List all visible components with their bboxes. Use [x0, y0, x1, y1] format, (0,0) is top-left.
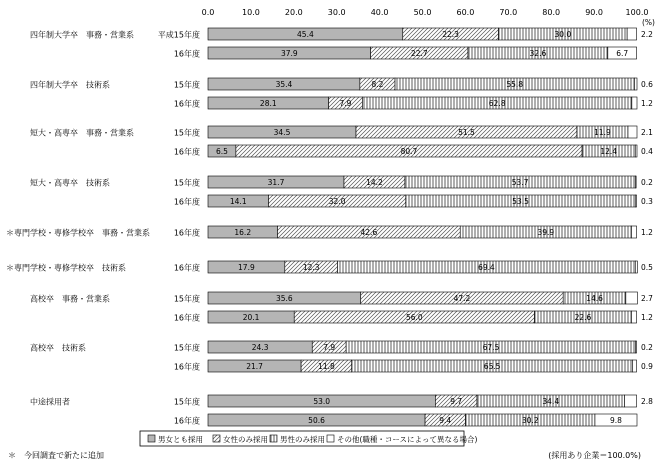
data-label: 34.5 [273, 128, 291, 137]
bar-group [208, 226, 653, 238]
data-label: 11.9 [594, 128, 611, 137]
bar-segment [628, 126, 637, 138]
bar-group [208, 341, 653, 372]
bar-segment [632, 97, 637, 109]
data-label: 0.3 [641, 197, 653, 206]
x-tick-label: 100.0 [625, 8, 649, 17]
data-label: 0.2 [641, 343, 653, 352]
data-label: 42.6 [360, 228, 378, 237]
data-label: 0.5 [641, 263, 653, 272]
bar-group [208, 395, 653, 426]
bars [208, 28, 653, 426]
year-label: 15年度 [173, 178, 200, 188]
data-label: 24.3 [251, 343, 269, 352]
bar-group [208, 176, 653, 207]
bar-segment [635, 195, 636, 207]
data-label: 47.2 [453, 294, 471, 303]
data-label: 17.9 [238, 263, 255, 272]
bar-segment [634, 78, 637, 90]
notes [8, 450, 641, 460]
data-label: 80.7 [400, 147, 418, 156]
year-label: 16年度 [173, 313, 200, 323]
data-label: 22.3 [442, 30, 459, 39]
data-label: 50.6 [308, 416, 325, 425]
category-label: 短大・高専卒 事務・営業系 [30, 128, 134, 138]
category-label: 四年制大学卒 事務・営業系 [30, 30, 134, 40]
category-label: 高校卒 技術系 [30, 343, 86, 353]
data-label: 35.4 [275, 80, 293, 89]
data-label: 65.5 [483, 362, 501, 371]
data-label: 12.3 [302, 263, 320, 272]
data-label: 16.2 [234, 228, 252, 237]
data-label: 1.2 [641, 99, 653, 108]
data-label: 12.4 [600, 147, 618, 156]
data-label: 0.2 [641, 178, 653, 187]
data-label: 22.6 [574, 313, 592, 322]
bar-segment [625, 395, 637, 407]
footnote-marker: ＊ [6, 228, 14, 238]
x-tick-label: 80.0 [542, 8, 561, 17]
footnote: ＊ 今回調査で新たに追加 [8, 451, 104, 460]
data-label: 37.9 [280, 49, 298, 58]
x-tick-label: 0.0 [201, 8, 215, 17]
data-label: 53.7 [511, 178, 529, 187]
data-label: 53.5 [512, 197, 529, 206]
bar-segment [631, 311, 636, 323]
data-label: 9.8 [610, 416, 622, 425]
data-label: 0.4 [641, 147, 653, 156]
footnote-marker: ＊ [6, 263, 14, 273]
x-tick-label: 10.0 [241, 8, 260, 17]
bar-segment [635, 145, 637, 157]
legend-label: 男女とも採用 [158, 435, 203, 444]
year-label: 16年度 [173, 197, 200, 207]
year-label: 16年度 [173, 362, 200, 372]
year-label: 16年度 [173, 416, 200, 426]
data-label: 30.0 [554, 30, 572, 39]
year-label: 15年度 [173, 294, 200, 304]
legend-label: 男性のみ採用 [280, 435, 325, 444]
legend-label: その他(職種・コースによって異なる場合) [337, 435, 478, 444]
legend [140, 431, 478, 446]
bar-segment [635, 176, 636, 188]
data-label: 32.6 [529, 49, 547, 58]
data-label: 67.5 [482, 343, 500, 352]
year-label: 16年度 [173, 99, 200, 109]
bar-segment [631, 226, 636, 238]
bar-group [208, 292, 653, 323]
data-label: 7.9 [323, 343, 336, 352]
data-label: 20.1 [242, 313, 260, 322]
category-label: 専門学校・専修学校卒 技術系 [14, 263, 126, 273]
category-label: 四年制大学卒 技術系 [30, 80, 110, 90]
data-label: 31.7 [267, 178, 285, 187]
x-tick-label: 60.0 [456, 8, 475, 17]
category-label: 専門学校・専修学校卒 事務・営業系 [14, 228, 150, 238]
base-note: (採用あり企業＝100.0%) [548, 451, 641, 460]
data-label: 2.8 [641, 397, 653, 406]
data-label: 56.0 [405, 313, 423, 322]
legend-swatch [213, 435, 220, 442]
x-tick-label: 30.0 [327, 8, 346, 17]
data-label: 53.0 [313, 397, 331, 406]
data-label: 14.1 [229, 197, 247, 206]
data-label: 34.4 [542, 397, 560, 406]
year-label: 15年度 [173, 397, 200, 407]
x-tick-label: 50.0 [413, 8, 432, 17]
x-axis [202, 8, 655, 27]
data-label: 51.5 [458, 128, 475, 137]
data-label: 2.2 [641, 30, 653, 39]
legend-swatch [270, 435, 277, 442]
data-label: 32.0 [328, 197, 346, 206]
data-label: 2.1 [641, 128, 653, 137]
year-label: 15年度 [173, 80, 200, 90]
year-label: 15年度 [173, 343, 200, 353]
bar-segment [635, 261, 637, 273]
x-unit-label: (%) [642, 18, 655, 27]
bar-segment [633, 360, 637, 372]
bar-segment [627, 28, 636, 40]
data-label: 0.9 [641, 362, 653, 371]
data-label: 6.5 [215, 147, 228, 156]
category-label: 中途採用者 [30, 397, 70, 407]
data-label: 21.7 [246, 362, 263, 371]
data-label: 6.7 [616, 49, 629, 58]
data-label: 39.9 [537, 228, 555, 237]
data-label: 9.7 [450, 397, 463, 406]
category-labels [6, 30, 200, 426]
data-label: 35.6 [276, 294, 293, 303]
year-label: 15年度 [173, 128, 200, 138]
bar-group [208, 78, 653, 109]
data-label: 1.2 [641, 313, 653, 322]
year-label: 16年度 [173, 228, 200, 238]
data-label: 22.7 [410, 49, 428, 58]
data-label: 2.7 [641, 294, 653, 303]
data-label: 14.6 [586, 294, 603, 303]
data-label: 8.2 [371, 80, 384, 89]
data-label: 9.4 [439, 416, 452, 425]
data-label: 28.1 [259, 99, 277, 108]
x-tick-label: 20.0 [284, 8, 303, 17]
category-label: 高校卒 事務・営業系 [30, 294, 110, 304]
bar-group [208, 261, 653, 273]
legend-label: 女性のみ採用 [223, 435, 268, 444]
bar-segment [626, 292, 638, 304]
data-label: 11.8 [318, 362, 335, 371]
data-label: 45.4 [297, 30, 314, 39]
category-label: 短大・高専卒 技術系 [30, 178, 110, 188]
bar-segment [636, 341, 637, 353]
data-label: 1.2 [641, 228, 653, 237]
bar-group [208, 126, 653, 157]
data-label: 69.4 [478, 263, 495, 272]
year-label: 16年度 [173, 263, 200, 273]
bar-group [208, 28, 653, 59]
data-label: 7.9 [339, 99, 352, 108]
x-tick-label: 40.0 [370, 8, 389, 17]
year-label: 平成15年度 [157, 30, 200, 40]
year-label: 16年度 [173, 49, 200, 59]
data-label: 0.6 [641, 80, 653, 89]
legend-swatch [148, 435, 155, 442]
data-label: 55.8 [506, 80, 524, 89]
year-label: 16年度 [173, 147, 200, 157]
x-tick-label: 70.0 [499, 8, 518, 17]
data-label: 14.2 [366, 178, 383, 187]
legend-swatch [327, 435, 334, 442]
data-label: 30.2 [521, 416, 539, 425]
data-label: 62.8 [488, 99, 506, 108]
x-tick-label: 90.0 [585, 8, 604, 17]
